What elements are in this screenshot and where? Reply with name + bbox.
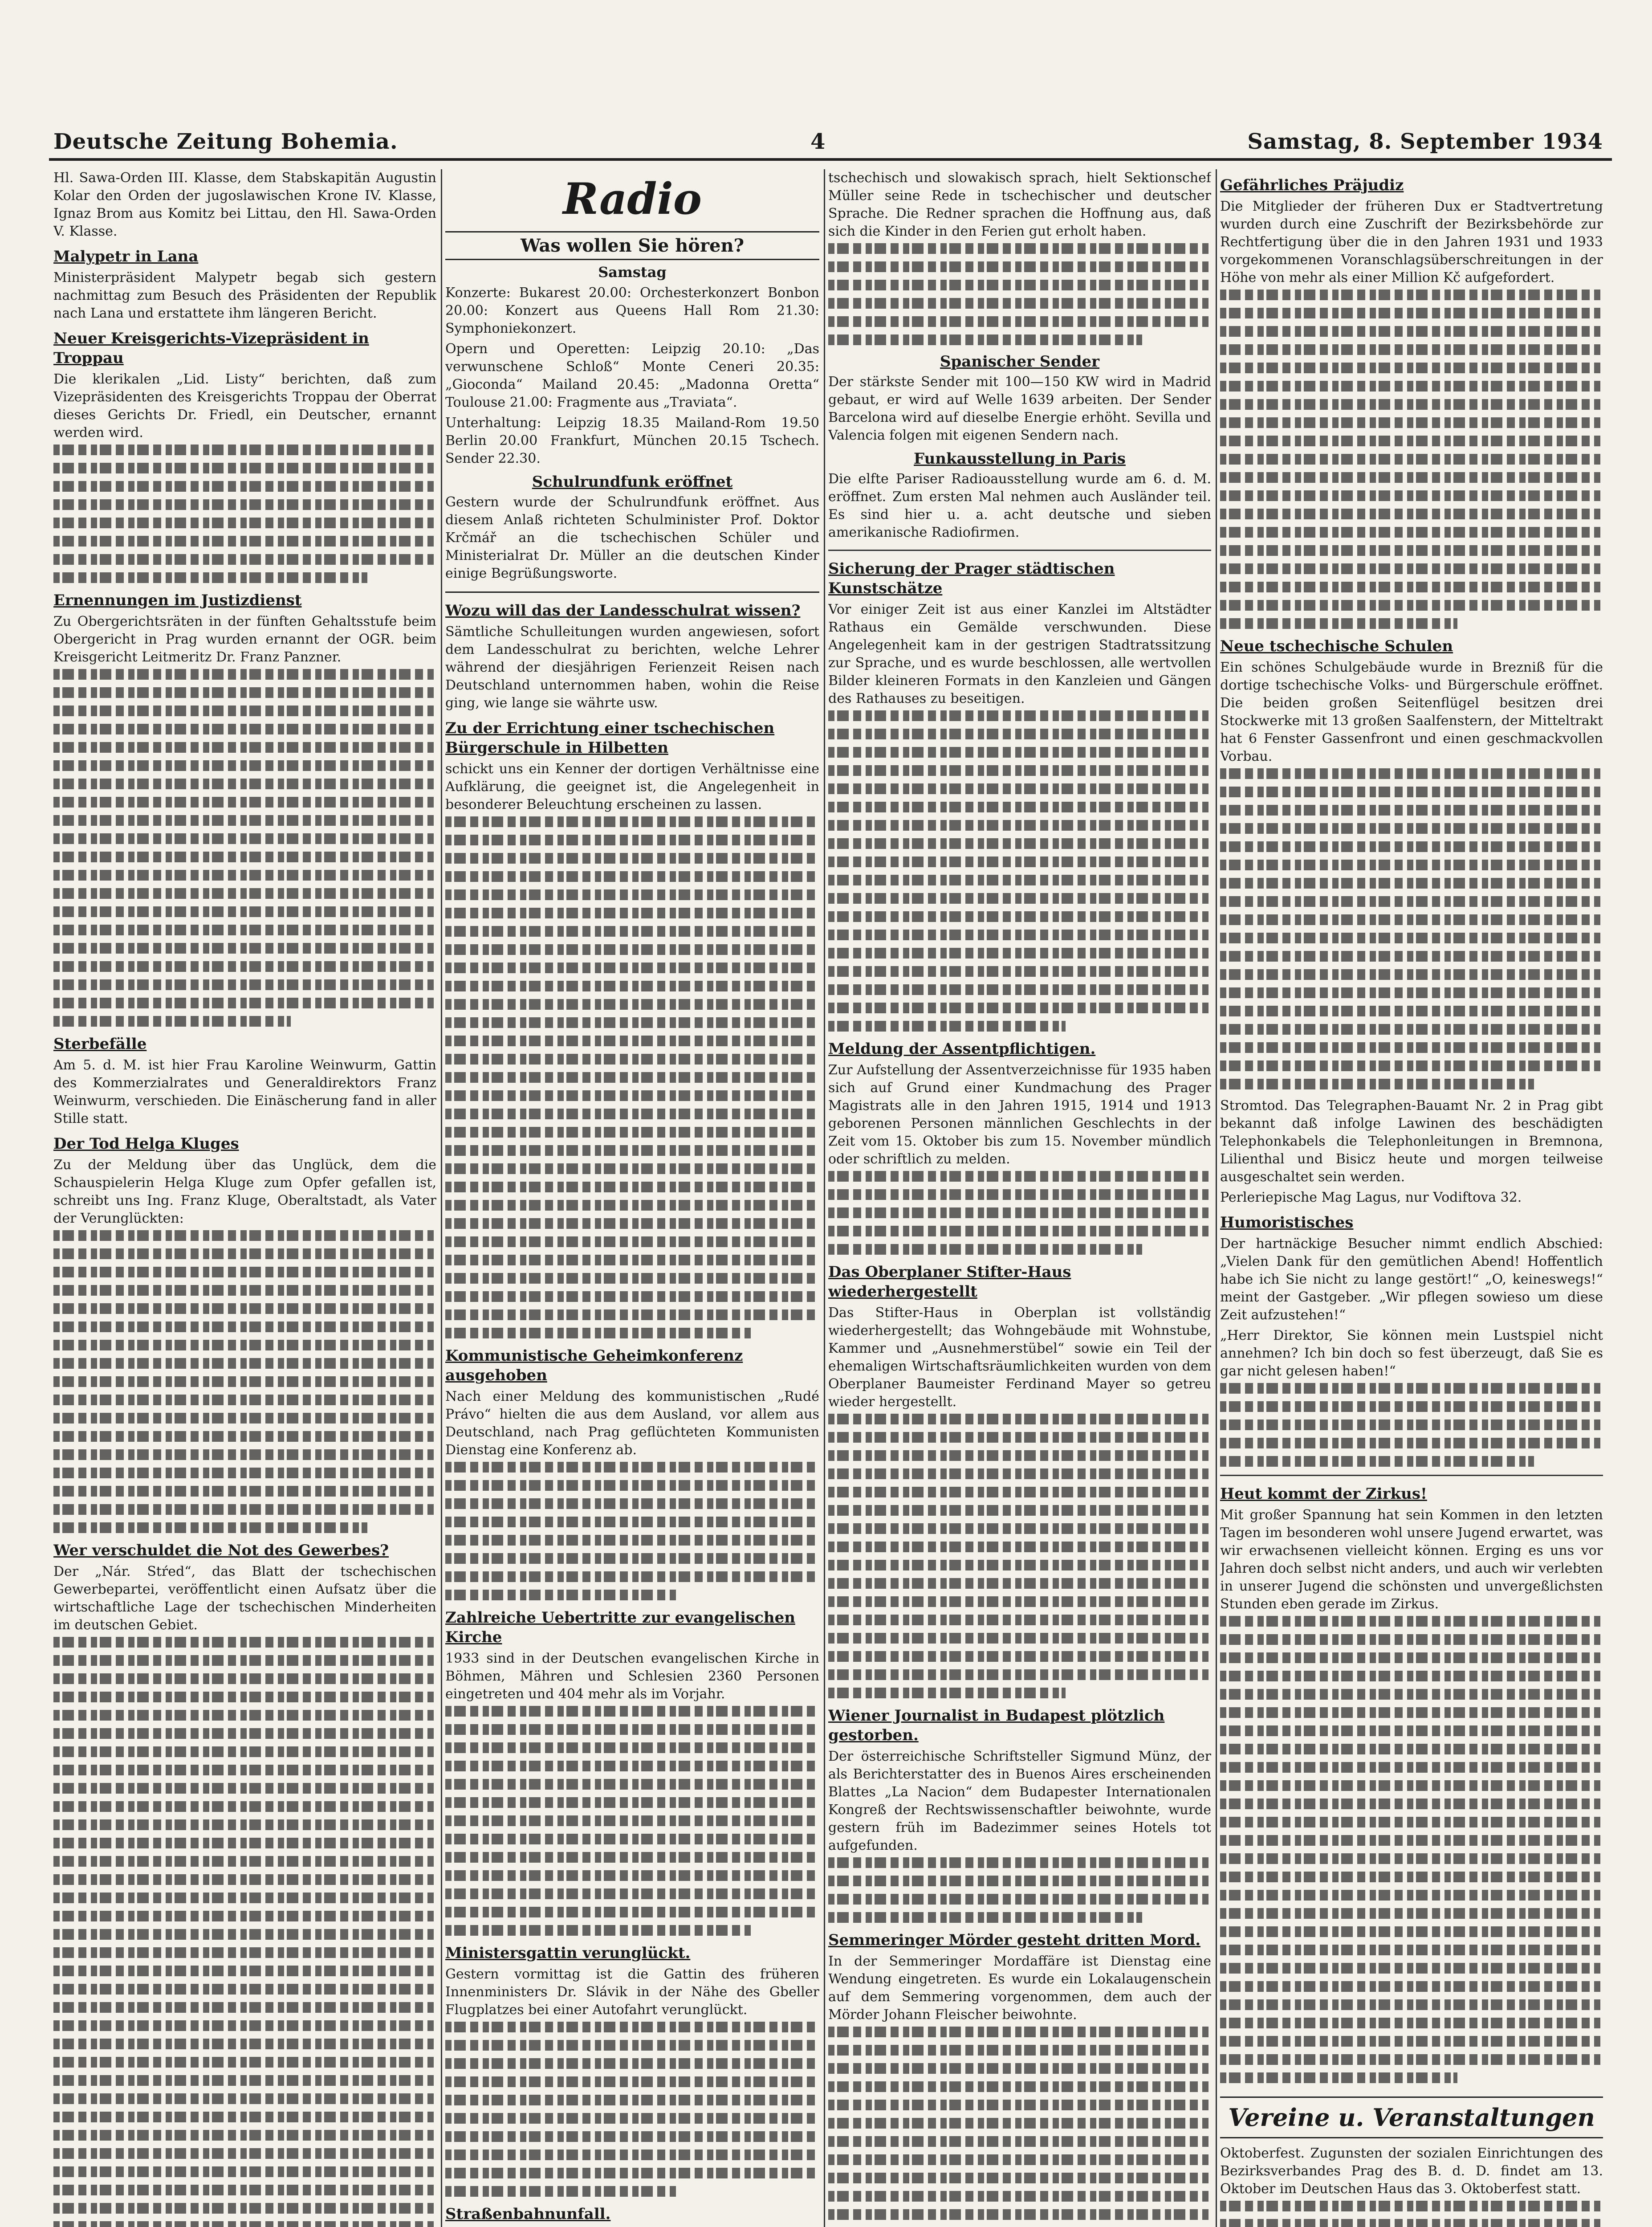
- radio-unterhaltung: Unterhaltung: Leipzig 18.35 Mailand-Rom 19.50 Berlin 20.00 Frankfurt, München 20.15 Tschech. Sender 22.30.: [445, 415, 819, 466]
- article-body-journalist: Der österreichische Schriftsteller Sigmund Münz, der als Berichterstatter des in Buenos Aires erscheinenden Blattes „La Nacion“ dem Budapester Internationalen Kongreß der Rechtswissenschaftler beiwohnte, wurde gestern früh im Badezimmer seines Hotels tot aufgefunden.: [828, 1749, 1211, 1853]
- article-heading-troppau: Neuer Kreisgerichts-Vizepräsident in Troppau: [53, 330, 369, 367]
- article-heading-sterbefaelle: Sterbefälle: [53, 1035, 147, 1053]
- article-heading-justiz: Ernennungen im Justizdienst: [53, 591, 302, 609]
- radio-subtitle: Was wollen Sie hören?: [445, 231, 819, 260]
- article-heading-spanischer-sender: Spanischer Sender: [940, 353, 1100, 371]
- article-intro: Hl. Sawa-Orden III. Klasse, dem Stabskapitän Augustin Kolar den Orden der jugoslawischen Krone IV. Klasse, Ignaz Brom aus Komitz bei Littau, den Hl. Sawa-Orden V. Klasse.: [53, 170, 436, 239]
- text-block: [445, 1462, 819, 1600]
- column-3: [828, 169, 1211, 2227]
- article-body-hilbetten: schickt uns ein Kenner der dortigen Verhältnisse eine Aufklärung, die geeignet ist, die Angelegenheit in besonderer Beleuchtung erscheinen zu lassen.: [445, 761, 819, 812]
- section-title-vereine: Vereine u. Veranstaltungen: [1220, 2096, 1603, 2138]
- article-heading-humor: Humoristisches: [1220, 1214, 1354, 1232]
- article-heading-tschechische-schulen: Neue tschechische Schulen: [1220, 637, 1453, 655]
- article-body-tschechische-schulen: Ein schönes Schulgebäude wurde in Brezniß für die dortige tschechische Volks- und Bürgerschule eröffnet. Die beiden großen Seitenflügel besitzen drei Stockwerke mit 13 großen Saalfenstern, der Mitteltrakt hat 6 Fenster Gassenfront und einen geschmackvollen Vorbau.: [1220, 660, 1603, 764]
- text-block: [1220, 2201, 1603, 2227]
- radio-box: [445, 174, 819, 593]
- article-body-zirkus: Mit großer Spannung hat sein Kommen in den letzten Tagen im besonderen wohl unsere Jugend erwartet, was wir erwachsenen vielleicht können. Erging es uns vor Jahren doch selbst nicht anders, und auch wir verlebten in unserer Jugend die schönsten und unvergeßlichsten Stunden eben gerade im Zirkus.: [1220, 1507, 1603, 1612]
- text-block: [1220, 768, 1603, 1089]
- article-heading-assent: Meldung der Assentpflichtigen.: [828, 1040, 1096, 1058]
- article-body-praejudiz: Die Mitglieder der früheren Dux er Stadtvertretung wurden durch eine Zuschrift der Bezirksbehörde zur Rechtfertigung über die in den Jahren 1931 und 1933 vorgekommenen Voranschlagsüberschreitungen in der Höhe von mehr als einer Million Kč aufgefordert.: [1220, 199, 1603, 286]
- article-heading-hilbetten: Zu der Errichtung einer tschechischen Bürgerschule in Hilbetten: [445, 719, 775, 757]
- article-body-semmering: In der Semmeringer Mordaffäre ist Dienstag eine Wendung eingetreten. Es wurde ein Lokalaugenschein auf dem Semmering vorgenommen, dem auch der Mörder Johann Fleischer beiwohnte.: [828, 1954, 1211, 2023]
- article-body-funkausstellung: Die elfte Pariser Radioausstellung wurde am 6. d. M. eröffnet. Zum ersten Mal nehmen auch Ausländer teil. Es sind hier u. a. acht deutsche und sieben amerikanische Radiofirmen.: [828, 471, 1211, 540]
- article-heading-kluge: Der Tod Helga Kluges: [53, 1135, 239, 1153]
- radio-konzerte: Konzerte: Bukarest 20.00: Orchesterkonzert Bonbon 20.00: Konzert aus Queens Hall Rom 21.30: Symphoniekonzert.: [445, 285, 819, 336]
- text-block: [828, 2027, 1211, 2227]
- article-body-kluge: Zu der Meldung über das Unglück, dem die Schauspielerin Helga Kluge zum Opfer gefallen ist, schreibt uns Ing. Franz Kluge, Oberaltstadt, als Vater der Verunglückten:: [53, 1157, 436, 1226]
- article-body-ministersgattin: Gestern vormittag ist die Gattin des früheren Innenministers Dr. Slávik in der Nähe des Gbeller Flugplatzes bei einer Autofahrt verunglückt.: [445, 1966, 819, 2018]
- article-body-geheimkonferenz: Nach einer Meldung des kommunistischen „Rudé Právo“ hielten die aus dem Ausland, vor allem aus Deutschland, nach Prag geflüchteten Kommunisten Dienstag eine Konferenz ab.: [445, 1389, 819, 1458]
- text-block: [53, 669, 436, 1027]
- masthead-title: Deutsche Zeitung Bohemia.: [53, 129, 398, 154]
- text-block: [828, 710, 1211, 1032]
- radio-day: Samstag: [598, 264, 667, 281]
- article-body-schulrundfunk: Gestern wurde der Schulrundfunk eröffnet. Aus diesem Anlaß richteten Schulminister Prof. Doktor Krčmář an die tschechischen Schüler und Ministerialrat Dr. Müller an die deutschen Kinder einige Begrüßungsworte.: [445, 494, 819, 581]
- column-4: [1220, 169, 1603, 2227]
- text-block: [1220, 1616, 1603, 2083]
- text-block: [445, 816, 819, 1338]
- article-heading-schulrundfunk: Schulrundfunk eröffnet: [532, 473, 733, 491]
- text-block: [828, 1857, 1211, 1923]
- article-body-stifter-haus: Das Stifter-Haus in Oberplan ist vollständig wiederhergestellt; das Wohngebäude mit Wohnstube, Kammer und „Ausnehmerstübel“ sowie ein Teil der ehemaligen Wirtschaftsräumlichkeiten wurden von dem Oberplaner Baumeister Ferdinand Mayer so getreu wieder hergestellt.: [828, 1305, 1211, 1410]
- page-number: 4: [810, 129, 826, 154]
- text-block: [53, 1637, 436, 2227]
- section-rule: [828, 550, 1211, 551]
- text-block: [445, 2022, 819, 2197]
- header-rule: [49, 158, 1612, 161]
- article-heading-gewerbe: Wer verschuldet die Not des Gewerbes?: [53, 1542, 389, 1559]
- notice-stromtod: Stromtod. Das Telegraphen-Bauamt Nr. 2 in Prag gibt bekannt daß infolge Lawinen des beschädigten Telephonkabels die Telephonleitungen in Bremnona, Lilienthal und Bisicz heute und morgen teilweise ausgeschaltet sein werden.: [1220, 1098, 1603, 1185]
- article-heading-zirkus: Heut kommt der Zirkus!: [1220, 1485, 1427, 1503]
- article-body-vereine: Oktoberfest. Zugunsten der sozialen Einrichtungen des Bezirksverbandes Prag des B. d. D. findet am 13. Oktober im Deutschen Haus das 3. Oktoberfest statt.: [1220, 2145, 1603, 2197]
- article-body-kunstschaetze: Vor einiger Zeit ist aus einer Kanzlei im Altstädter Rathaus ein Gemälde verschwunden. Diese Angelegenheit kam in der gestrigen Stadtratssitzung zur Sprache, und es wurde beschlossen, alle wertvollen Bilder kleineren Formats in den Kanzleien und Gängen des Rathauses zu beseitigen.: [828, 602, 1211, 706]
- text-block: [1220, 290, 1603, 629]
- article-body-malypetr: Ministerpräsident Malypetr begab sich gestern nachmittag zum Besuch des Präsidenten der Republik nach Lana und erstattete ihm längeren Bericht.: [53, 270, 436, 321]
- article-heading-funkausstellung: Funkausstellung in Paris: [914, 450, 1126, 468]
- notice-advert: Perleriepische Mag Lagus, nur Vodiftova 32.: [1220, 1190, 1522, 1205]
- text-block: [445, 1706, 819, 1936]
- article-body-landesschulrat: Sämtliche Schulleitungen wurden angewiesen, sofort dem Landesschulrat zu berichten, welche Lehrer während der diesjährigen Ferienzeit Reisen nach Deutschland unternommen haben, wohin die Reise ging, wie lange sie währte usw.: [445, 624, 819, 711]
- article-heading-kunstschaetze: Sicherung der Prager städtischen Kunstschätze: [828, 560, 1115, 597]
- radio-title: Radio: [563, 174, 702, 224]
- radio-opern: Opern und Operetten: Leipzig 20.10: „Das verwunschene Schloß“ Monte Ceneri 20.35: „Gioconda“ Mailand 20.45: „Madonna Oretta“ Toulouse 21.00: Fragmente aus „Traviata“.: [445, 341, 819, 410]
- column-2: [445, 169, 819, 2227]
- article-body-humor-2: „Herr Direktor, Sie können mein Lustspiel nicht annehmen? Ich bin doch so fest überzeugt, daß Sie es gar nicht gelesen haben!“: [1220, 1328, 1603, 1379]
- section-rule: [1220, 1475, 1603, 1476]
- article-heading-strassenbahn: Straßenbahnunfall.: [445, 2205, 611, 2223]
- article-body-continued: tschechisch und slowakisch sprach, hielt Sektionschef Müller seine Rede in tschechischer und deutscher Sprache. Die Redner sprachen die Hoffnung aus, daß sich die Kinder in den Ferien gut erholt haben.: [828, 170, 1211, 239]
- article-body-assent: Zur Aufstellung der Assentverzeichnisse für 1935 haben sich auf Grund einer Kundmachung des Prager Magistrats alle in den Jahren 1915, 1914 und 1913 geborenen Personen männlichen Geschlechts in der Zeit vom 15. Oktober bis zum 15. November mündlich oder schriftlich zu melden.: [828, 1062, 1211, 1167]
- text-block: [53, 1230, 436, 1533]
- article-heading-journalist: Wiener Journalist in Budapest plötzlich gestorben.: [828, 1707, 1165, 1744]
- article-body-troppau: Die klerikalen „Lid. Listy“ berichten, daß zum Vizepräsidenten des Kreisgerichts Troppau der Oberrat dieses Gerichts Dr. Friedl, ein Deutscher, ernannt werden wird.: [53, 371, 436, 441]
- article-heading-praejudiz: Gefährliches Präjudiz: [1220, 176, 1404, 194]
- column-1: [53, 169, 436, 2227]
- text-block: [53, 445, 436, 583]
- text-block: [828, 1171, 1211, 1255]
- article-heading-geheimkonferenz: Kommunistische Geheimkonferenz ausgehoben: [445, 1347, 743, 1384]
- article-body-humor: Der hartnäckige Besucher nimmt endlich Abschied: „Vielen Dank für den gemütlichen Abend! Hoffentlich habe ich Sie nicht zu lange gestört!“ „O, keineswegs!“ meint der Gastgeber. „Wir pflegen sowieso um diese Zeit aufzustehen!“: [1220, 1236, 1603, 1323]
- issue-date: Samstag, 8. September 1934: [1247, 129, 1603, 154]
- article-body-sterbefaelle: Am 5. d. M. ist hier Frau Karoline Weinwurm, Gattin des Kommerzialrates und Generaldirektors Franz Weinwurm, verschieden. Die Einäscherung fand in aller Stille statt.: [53, 1057, 436, 1126]
- text-block: [1220, 1383, 1603, 1467]
- column-divider: [824, 169, 825, 2227]
- article-heading-ministersgattin: Ministersgattin verunglückt.: [445, 1944, 691, 1962]
- text-block: [828, 243, 1211, 345]
- article-heading-stifter-haus: Das Oberplaner Stifter-Haus wiederhergestellt: [828, 1263, 1071, 1301]
- article-body-spanischer-sender: Der stärkste Sender mit 100—150 KW wird in Madrid gebaut, er wird auf Welle 1639 arbeiten. Der Sender Barcelona wird auf dieselbe Energie erhöht. Sevilla und Valencia folgen mit eigenen Sendern nach.: [828, 374, 1211, 443]
- article-heading-landesschulrat: Wozu will das der Landesschulrat wissen?: [445, 602, 801, 620]
- article-body-gewerbe: Der „Nár. Stŕed“, das Blatt der tschechischen Gewerbepartei, veröffentlicht einen Aufsatz über die wirtschaftliche Lage der tschechischen Minderheiten im deutschen Gebiet.: [53, 1564, 436, 1633]
- article-body-justiz: Zu Obergerichtsräten in der fünften Gehaltsstufe beim Obergericht in Prag wurden ernannt der OGR. beim Kreisgericht Leitmeritz Dr. Franz Panzner.: [53, 614, 436, 665]
- column-divider: [1216, 169, 1217, 2227]
- article-body-kirche: 1933 sind in der Deutschen evangelischen Kirche in Böhmen, Mähren und Schlesien 2360 Personen eingetreten und 404 mehr als im Vorjahr.: [445, 1651, 819, 1702]
- column-divider: [441, 169, 442, 2227]
- article-heading-malypetr: Malypetr in Lana: [53, 248, 199, 265]
- article-heading-kirche: Zahlreiche Uebertritte zur evangelischen Kirche: [445, 1609, 795, 1646]
- article-heading-semmering: Semmeringer Mörder gesteht dritten Mord.: [828, 1931, 1201, 1949]
- text-block: [828, 1414, 1211, 1698]
